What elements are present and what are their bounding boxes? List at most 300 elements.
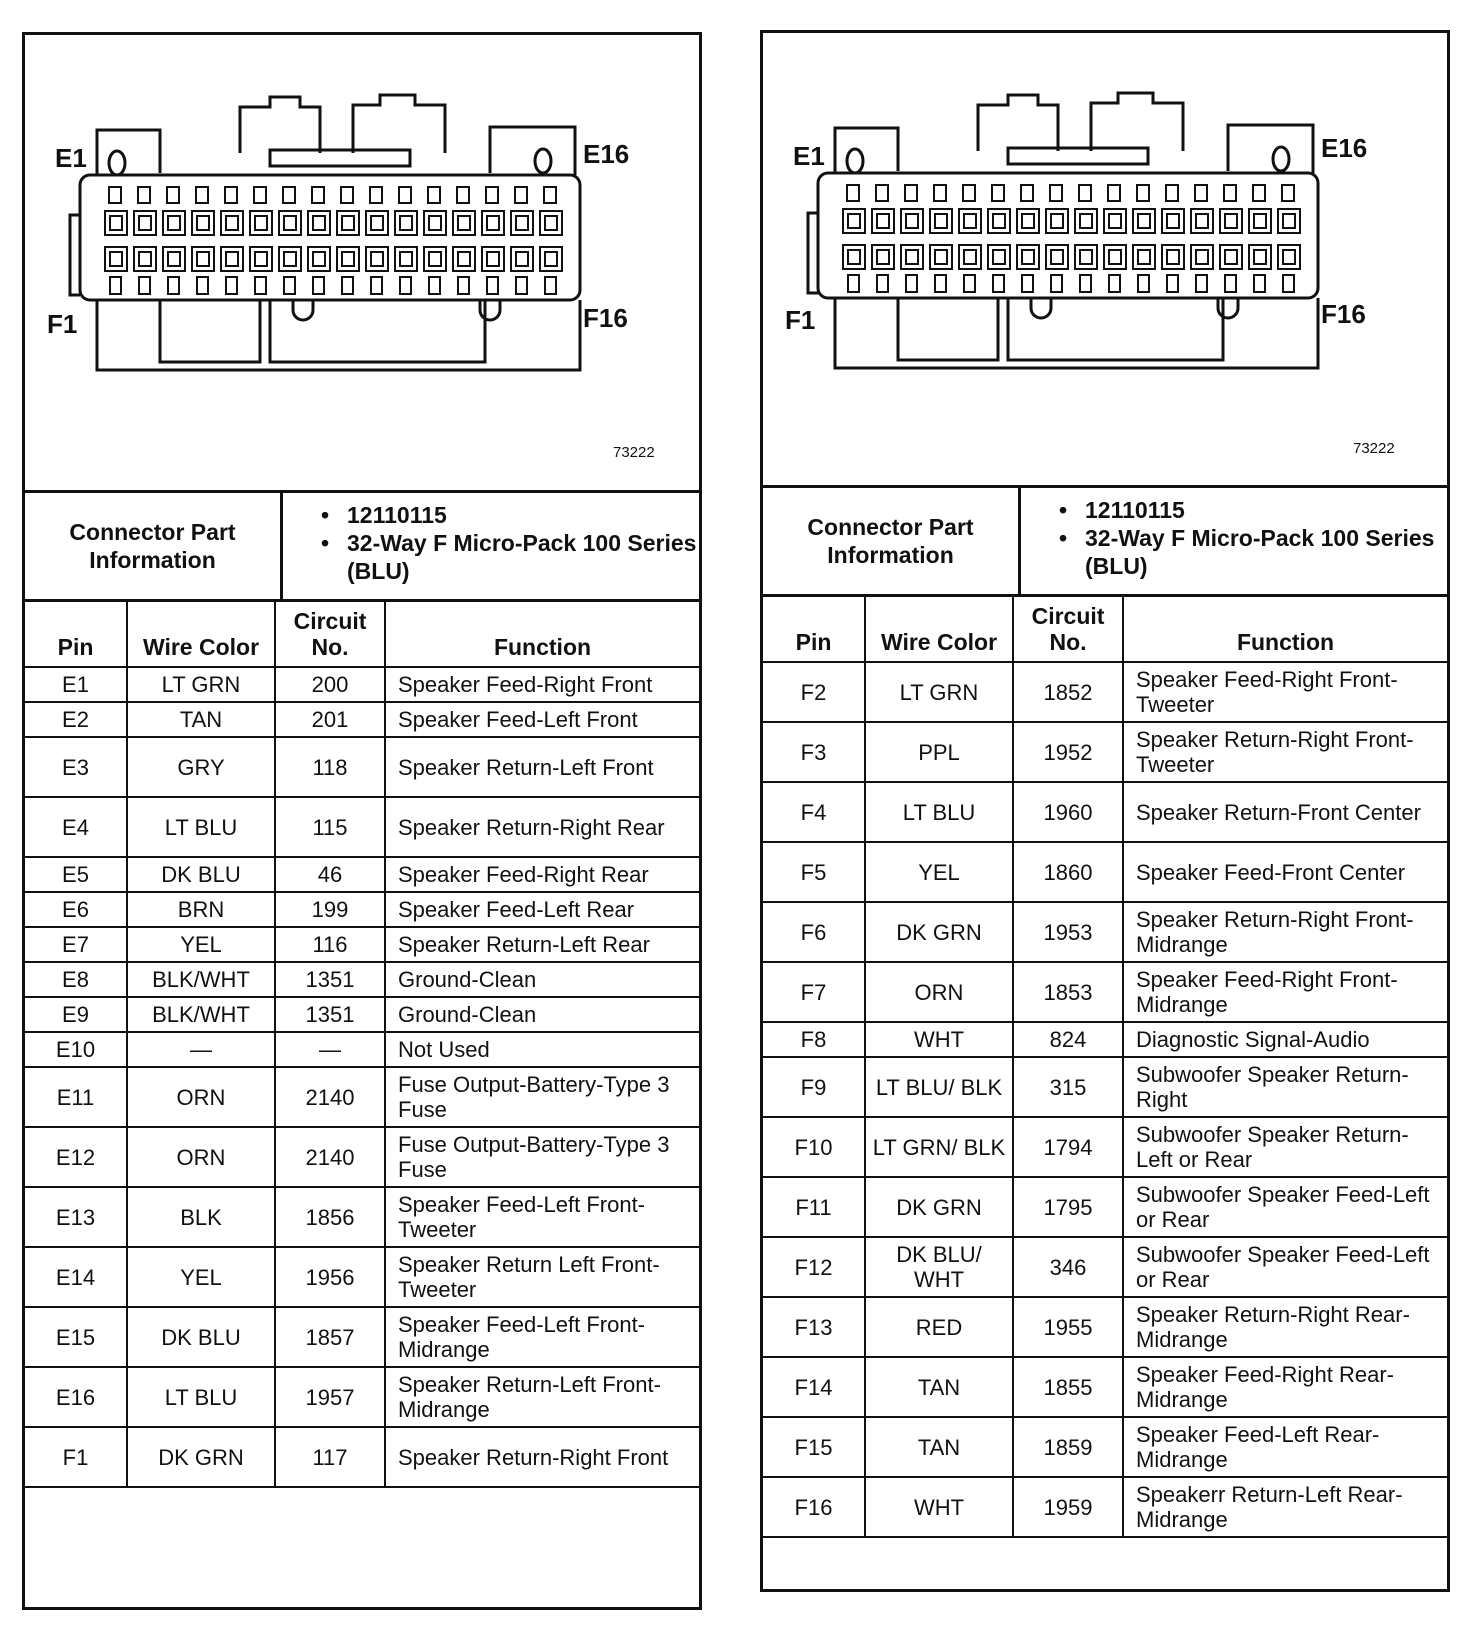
- terminal-contact: [284, 216, 296, 230]
- wire-color-cell: TAN: [865, 1417, 1013, 1477]
- terminal-latch: [515, 187, 527, 203]
- pin-cell: F10: [763, 1117, 865, 1177]
- terminal-latch: [226, 277, 237, 294]
- wire-color-cell: LT GRN/ BLK: [865, 1117, 1013, 1177]
- terminal-latch: [1109, 275, 1120, 292]
- terminal-contact: [993, 214, 1005, 228]
- table-row: [25, 667, 699, 702]
- pin-cell: F3: [763, 722, 865, 782]
- terminal-latch: [197, 277, 208, 294]
- header-function: Function: [1123, 597, 1447, 662]
- table-row: [763, 722, 1447, 782]
- terminal-contact: [1138, 214, 1150, 228]
- terminal-contact: [1109, 250, 1121, 264]
- terminal-latch: [847, 185, 859, 201]
- circuit-cell: 1955: [1013, 1297, 1123, 1357]
- wire-color-cell: ORN: [865, 962, 1013, 1022]
- terminal-cavity: [308, 247, 330, 271]
- terminal-cavity: [959, 245, 981, 269]
- terminal-contact: [487, 252, 499, 266]
- terminal-cavity: [1046, 209, 1068, 233]
- terminal-cavity: [482, 247, 504, 271]
- terminal-latch: [905, 185, 917, 201]
- terminal-cavity: [872, 209, 894, 233]
- terminal-latch: [1196, 275, 1207, 292]
- terminal-latch: [110, 277, 121, 294]
- function-cell: Speaker Return-Left Front-Midrange: [385, 1367, 699, 1427]
- wire-color-cell: LT GRN: [127, 667, 275, 702]
- terminal-latch: [399, 187, 411, 203]
- label-f1: F1: [785, 305, 816, 335]
- part-description: • 32-Way F Micro-Pack 100 Series (BLU): [321, 529, 699, 585]
- function-cell: Speaker Feed-Left Front-Midrange: [385, 1307, 699, 1367]
- wire-color-cell: RED: [865, 1297, 1013, 1357]
- function-cell: Subwoofer Speaker Return-Left or Rear: [1123, 1117, 1447, 1177]
- table-row: [763, 1022, 1447, 1057]
- terminal-contact: [168, 216, 180, 230]
- function-cell: Speaker Return-Front Center: [1123, 782, 1447, 842]
- terminal-cavity: [192, 247, 214, 271]
- terminal-cavity: [163, 211, 185, 235]
- terminal-contact: [487, 216, 499, 230]
- circuit-cell: 115: [275, 797, 385, 857]
- terminal-contact: [458, 216, 470, 230]
- terminal-contact: [139, 216, 151, 230]
- pin-cell: E9: [25, 997, 127, 1032]
- terminal-latch: [342, 277, 353, 294]
- function-cell: Speaker Return-Right Front-Midrange: [1123, 902, 1447, 962]
- terminal-contact: [313, 252, 325, 266]
- terminal-cavity: [453, 247, 475, 271]
- terminal-contact: [400, 252, 412, 266]
- table-row: [25, 1307, 699, 1367]
- header-wire-color: Wire Color: [865, 597, 1013, 662]
- connector-face-drawing: [763, 33, 1447, 485]
- circuit-cell: 1855: [1013, 1357, 1123, 1417]
- terminal-cavity: [395, 211, 417, 235]
- pin-cell: E13: [25, 1187, 127, 1247]
- wire-color-cell: BLK/WHT: [127, 962, 275, 997]
- terminal-contact: [1080, 214, 1092, 228]
- function-cell: Diagnostic Signal-Audio: [1123, 1022, 1447, 1057]
- table-row: [763, 1177, 1447, 1237]
- table-row: [25, 1127, 699, 1187]
- terminal-cavity: [1249, 209, 1271, 233]
- terminal-contact: [1225, 250, 1237, 264]
- function-cell: Speaker Return-Left Rear: [385, 927, 699, 962]
- terminal-contact: [964, 250, 976, 264]
- terminal-cavity: [337, 247, 359, 271]
- terminal-latch: [935, 275, 946, 292]
- wire-color-cell: DK GRN: [865, 1177, 1013, 1237]
- terminal-contact: [545, 252, 557, 266]
- terminal-cavity: [988, 245, 1010, 269]
- header-circuit: Circuit No.: [1013, 597, 1123, 662]
- table-row: [25, 1067, 699, 1127]
- terminal-latch: [1050, 185, 1062, 201]
- terminal-cavity: [424, 247, 446, 271]
- terminal-latch: [906, 275, 917, 292]
- part-number: • 12110115: [321, 501, 699, 529]
- header-wire-color: Wire Color: [127, 602, 275, 667]
- circuit-cell: 199: [275, 892, 385, 927]
- part-number: • 12110115: [1059, 496, 1447, 524]
- table-row: [763, 662, 1447, 722]
- terminal-contact: [226, 216, 238, 230]
- table-row: [763, 1057, 1447, 1117]
- terminal-latch: [1138, 275, 1149, 292]
- terminal-cavity: [511, 211, 533, 235]
- wire-color-cell: YEL: [127, 927, 275, 962]
- terminal-cavity: [308, 211, 330, 235]
- circuit-cell: 346: [1013, 1237, 1123, 1297]
- figure-number: 73222: [1353, 440, 1395, 457]
- terminal-contact: [255, 216, 267, 230]
- terminal-cavity: [1017, 209, 1039, 233]
- function-cell: Speaker Return-Right Rear: [385, 797, 699, 857]
- terminal-contact: [139, 252, 151, 266]
- pinout-table: [763, 597, 1447, 1538]
- wire-color-cell: TAN: [865, 1357, 1013, 1417]
- terminal-cavity: [1104, 245, 1126, 269]
- label-f1: F1: [47, 309, 78, 339]
- connector-part-info: [763, 488, 1447, 597]
- terminal-cavity: [1075, 209, 1097, 233]
- terminal-contact: [1051, 250, 1063, 264]
- circuit-cell: 1794: [1013, 1117, 1123, 1177]
- wire-color-cell: —: [127, 1032, 275, 1067]
- terminal-contact: [848, 250, 860, 264]
- terminal-contact: [1080, 250, 1092, 264]
- terminal-latch: [1108, 185, 1120, 201]
- terminal-latch: [457, 187, 469, 203]
- wire-color-cell: BRN: [127, 892, 275, 927]
- wire-color-cell: ORN: [127, 1127, 275, 1187]
- terminal-latch: [1253, 185, 1265, 201]
- function-cell: Speaker Return-Right Rear-Midrange: [1123, 1297, 1447, 1357]
- terminal-contact: [226, 252, 238, 266]
- function-cell: Fuse Output-Battery-Type 3 Fuse: [385, 1127, 699, 1187]
- circuit-cell: 1351: [275, 962, 385, 997]
- terminal-latch: [964, 275, 975, 292]
- pin-cell: E7: [25, 927, 127, 962]
- terminal-cavity: [988, 209, 1010, 233]
- terminal-contact: [906, 250, 918, 264]
- terminal-latch: [876, 185, 888, 201]
- terminal-latch: [1254, 275, 1265, 292]
- terminal-latch: [313, 277, 324, 294]
- terminal-cavity: [192, 211, 214, 235]
- label-e16: E16: [1321, 133, 1368, 163]
- table-row: [763, 1297, 1447, 1357]
- figure-number: 73222: [613, 444, 655, 461]
- function-cell: Speaker Feed-Right Rear-Midrange: [1123, 1357, 1447, 1417]
- terminal-latch: [254, 187, 266, 203]
- terminal-latch: [168, 277, 179, 294]
- terminal-latch: [400, 277, 411, 294]
- pin-cell: E11: [25, 1067, 127, 1127]
- function-cell: Speaker Feed-Right Rear: [385, 857, 699, 892]
- terminal-cavity: [395, 247, 417, 271]
- terminal-cavity: [1133, 209, 1155, 233]
- connector-diagram: [25, 35, 699, 493]
- function-cell: Speaker Return Left Front-Tweeter: [385, 1247, 699, 1307]
- terminal-latch: [1283, 275, 1294, 292]
- function-cell: Speaker Feed-Left Rear: [385, 892, 699, 927]
- pin-cell: E4: [25, 797, 127, 857]
- terminal-cavity: [366, 211, 388, 235]
- terminal-cavity: [453, 211, 475, 235]
- pin-cell: E15: [25, 1307, 127, 1367]
- part-info-values: [1021, 488, 1447, 594]
- terminal-contact: [1254, 250, 1266, 264]
- label-e1: E1: [793, 141, 825, 171]
- terminal-contact: [429, 216, 441, 230]
- label-f16: F16: [1321, 299, 1366, 329]
- terminal-contact: [1167, 250, 1179, 264]
- connector-panel-right: [760, 30, 1450, 1592]
- circuit-cell: 46: [275, 857, 385, 892]
- terminal-contact: [429, 252, 441, 266]
- pin-cell: F9: [763, 1057, 865, 1117]
- terminal-contact: [110, 216, 122, 230]
- terminal-cavity: [1133, 245, 1155, 269]
- terminal-contact: [1051, 214, 1063, 228]
- circuit-cell: 116: [275, 927, 385, 962]
- wire-color-cell: BLK/WHT: [127, 997, 275, 1032]
- circuit-cell: 1960: [1013, 782, 1123, 842]
- table-row: [25, 737, 699, 797]
- terminal-cavity: [366, 247, 388, 271]
- terminal-cavity: [221, 211, 243, 235]
- terminal-cavity: [843, 245, 865, 269]
- table-row: [25, 702, 699, 737]
- pin-cell: E12: [25, 1127, 127, 1187]
- terminal-contact: [877, 250, 889, 264]
- table-row: [25, 857, 699, 892]
- table-row: [763, 782, 1447, 842]
- terminal-contact: [458, 252, 470, 266]
- terminal-latch: [963, 185, 975, 201]
- table-row: [25, 892, 699, 927]
- terminal-contact: [1196, 214, 1208, 228]
- table-row: [25, 962, 699, 997]
- terminal-contact: [197, 252, 209, 266]
- circuit-cell: 1957: [275, 1367, 385, 1427]
- terminal-cavity: [1191, 245, 1213, 269]
- terminal-cavity: [843, 209, 865, 233]
- terminal-latch: [1224, 185, 1236, 201]
- terminal-latch: [992, 185, 1004, 201]
- function-cell: Speaker Feed-Left Front-Tweeter: [385, 1187, 699, 1247]
- terminal-contact: [1109, 214, 1121, 228]
- terminal-cavity: [872, 245, 894, 269]
- terminal-latch: [284, 277, 295, 294]
- table-row: [25, 1367, 699, 1427]
- circuit-cell: 1852: [1013, 662, 1123, 722]
- terminal-latch: [1080, 275, 1091, 292]
- wire-color-cell: YEL: [127, 1247, 275, 1307]
- function-cell: Speaker Feed-Front Center: [1123, 842, 1447, 902]
- function-cell: Speaker Return-Left Front: [385, 737, 699, 797]
- terminal-contact: [935, 250, 947, 264]
- terminal-latch: [516, 277, 527, 294]
- terminal-contact: [371, 252, 383, 266]
- terminal-cavity: [337, 211, 359, 235]
- connector-diagram: [763, 33, 1447, 488]
- function-cell: Speaker Return-Right Front: [385, 1427, 699, 1487]
- function-cell: Subwoofer Speaker Return-Right: [1123, 1057, 1447, 1117]
- connector-panel-left: [22, 32, 702, 1610]
- pin-cell: F13: [763, 1297, 865, 1357]
- table-row: [25, 1427, 699, 1487]
- header-pin: Pin: [763, 597, 865, 662]
- terminal-latch: [109, 187, 121, 203]
- terminal-cavity: [930, 245, 952, 269]
- terminal-latch: [1167, 275, 1178, 292]
- pin-cell: E1: [25, 667, 127, 702]
- terminal-cavity: [959, 209, 981, 233]
- wire-color-cell: DK BLU: [127, 1307, 275, 1367]
- part-info-label: Connector Part Information: [763, 488, 1021, 594]
- terminal-contact: [964, 214, 976, 228]
- terminal-contact: [197, 216, 209, 230]
- terminal-latch: [225, 187, 237, 203]
- circuit-cell: 1952: [1013, 722, 1123, 782]
- circuit-cell: 1856: [275, 1187, 385, 1247]
- terminal-contact: [516, 252, 528, 266]
- terminal-contact: [848, 214, 860, 228]
- terminal-latch: [1051, 275, 1062, 292]
- terminal-contact: [1254, 214, 1266, 228]
- terminal-latch: [848, 275, 859, 292]
- terminal-contact: [342, 252, 354, 266]
- wire-color-cell: LT BLU: [127, 797, 275, 857]
- function-cell: Speaker Return-Right Front-Tweeter: [1123, 722, 1447, 782]
- terminal-contact: [1225, 214, 1237, 228]
- header-function: Function: [385, 602, 699, 667]
- table-row: [25, 1032, 699, 1067]
- terminal-cavity: [1220, 245, 1242, 269]
- terminal-cavity: [134, 211, 156, 235]
- circuit-cell: 1959: [1013, 1477, 1123, 1537]
- circuit-cell: 1853: [1013, 962, 1123, 1022]
- terminal-contact: [284, 252, 296, 266]
- pin-cell: E3: [25, 737, 127, 797]
- terminal-cavity: [1278, 245, 1300, 269]
- terminal-latch: [139, 277, 150, 294]
- function-cell: Ground-Clean: [385, 997, 699, 1032]
- terminal-cavity: [1075, 245, 1097, 269]
- circuit-cell: 1795: [1013, 1177, 1123, 1237]
- circuit-cell: 117: [275, 1427, 385, 1487]
- function-cell: Not Used: [385, 1032, 699, 1067]
- terminal-contact: [906, 214, 918, 228]
- terminal-contact: [371, 216, 383, 230]
- terminal-contact: [1283, 214, 1295, 228]
- function-cell: Subwoofer Speaker Feed-Left or Rear: [1123, 1237, 1447, 1297]
- terminal-cavity: [221, 247, 243, 271]
- table-row: [763, 962, 1447, 1022]
- terminal-cavity: [1249, 245, 1271, 269]
- terminal-latch: [341, 187, 353, 203]
- pin-cell: F8: [763, 1022, 865, 1057]
- part-description: • 32-Way F Micro-Pack 100 Series (BLU): [1059, 524, 1447, 580]
- terminal-latch: [545, 277, 556, 294]
- table-row: [763, 1477, 1447, 1537]
- terminal-latch: [487, 277, 498, 294]
- table-row: [25, 1247, 699, 1307]
- pin-cell: E10: [25, 1032, 127, 1067]
- table-row: [763, 1237, 1447, 1297]
- terminal-cavity: [279, 247, 301, 271]
- terminal-cavity: [105, 247, 127, 271]
- table-row: [763, 902, 1447, 962]
- terminal-latch: [1195, 185, 1207, 201]
- terminal-cavity: [163, 247, 185, 271]
- function-cell: Fuse Output-Battery-Type 3 Fuse: [385, 1067, 699, 1127]
- terminal-contact: [400, 216, 412, 230]
- label-f16: F16: [583, 303, 628, 333]
- terminal-latch: [283, 187, 295, 203]
- pin-cell: F2: [763, 662, 865, 722]
- terminal-contact: [342, 216, 354, 230]
- terminal-contact: [935, 214, 947, 228]
- terminal-contact: [545, 216, 557, 230]
- circuit-cell: 200: [275, 667, 385, 702]
- terminal-contact: [993, 250, 1005, 264]
- header-circuit: Circuit No.: [275, 602, 385, 667]
- terminal-cavity: [901, 245, 923, 269]
- terminal-contact: [255, 252, 267, 266]
- pin-cell: F4: [763, 782, 865, 842]
- terminal-contact: [1196, 250, 1208, 264]
- table-row: [763, 1417, 1447, 1477]
- circuit-cell: 1860: [1013, 842, 1123, 902]
- function-cell: Ground-Clean: [385, 962, 699, 997]
- terminal-latch: [1225, 275, 1236, 292]
- pin-cell: F6: [763, 902, 865, 962]
- pin-cell: E6: [25, 892, 127, 927]
- pin-cell: E14: [25, 1247, 127, 1307]
- terminal-contact: [1167, 214, 1179, 228]
- circuit-cell: 824: [1013, 1022, 1123, 1057]
- terminal-latch: [371, 277, 382, 294]
- table-row: [763, 842, 1447, 902]
- wire-color-cell: LT BLU: [127, 1367, 275, 1427]
- pin-cell: F12: [763, 1237, 865, 1297]
- pin-cell: F7: [763, 962, 865, 1022]
- terminal-latch: [877, 275, 888, 292]
- label-e1: E1: [55, 143, 87, 173]
- terminal-latch: [993, 275, 1004, 292]
- connector-part-info: [25, 493, 699, 602]
- terminal-latch: [544, 187, 556, 203]
- pin-cell: E8: [25, 962, 127, 997]
- terminal-cavity: [482, 211, 504, 235]
- wire-color-cell: DK BLU/ WHT: [865, 1237, 1013, 1297]
- wire-color-cell: GRY: [127, 737, 275, 797]
- terminal-contact: [168, 252, 180, 266]
- circuit-cell: 1956: [275, 1247, 385, 1307]
- pin-cell: F5: [763, 842, 865, 902]
- terminal-latch: [1079, 185, 1091, 201]
- terminal-cavity: [1104, 209, 1126, 233]
- terminal-contact: [1283, 250, 1295, 264]
- terminal-latch: [1021, 185, 1033, 201]
- terminal-cavity: [1017, 245, 1039, 269]
- circuit-cell: —: [275, 1032, 385, 1067]
